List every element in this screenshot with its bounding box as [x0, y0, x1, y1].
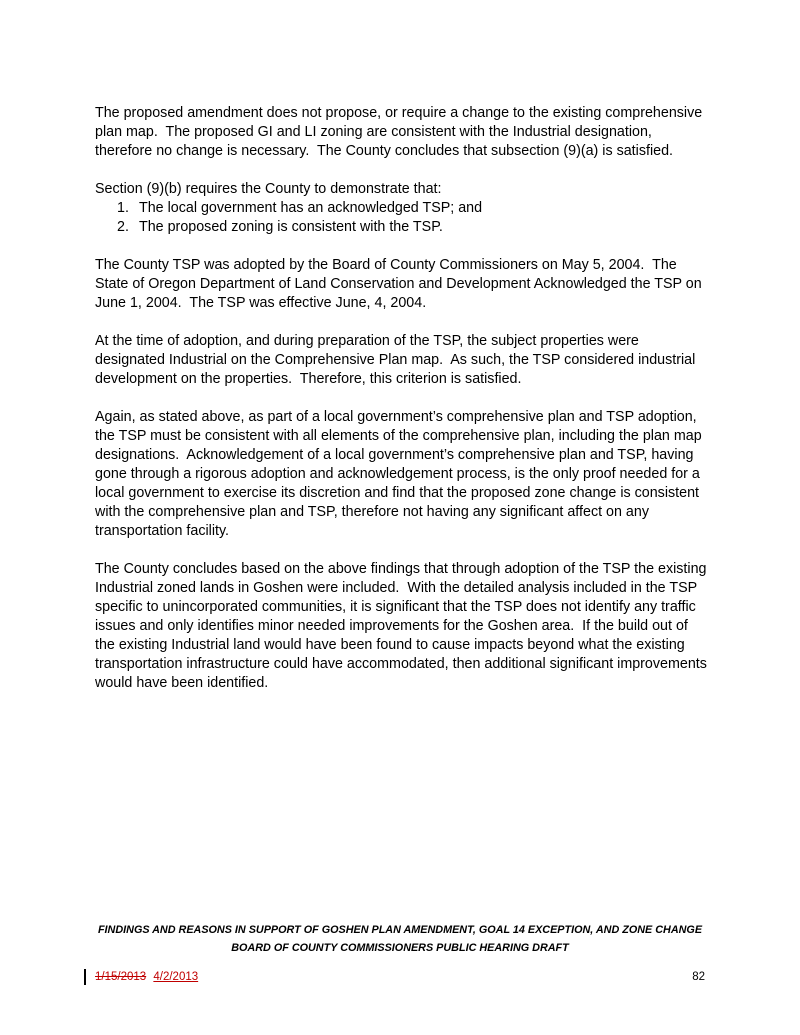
- tracked-change-bar: [84, 969, 86, 985]
- page-number: 82: [692, 971, 705, 983]
- numbered-list: [95, 199, 708, 237]
- list-item: [95, 199, 708, 218]
- footer-draft-line: BOARD OF COUNTY COMMISSIONERS PUBLIC HEARING DRAFT: [231, 942, 569, 954]
- revision-inserted-date: 4/2/2013: [153, 971, 199, 983]
- list-item-text: The proposed zoning is consistent with the TSP.: [139, 219, 443, 235]
- page-footer: [95, 921, 705, 957]
- paragraph-proposed-amendment: The proposed amendment does not propose, or require a change to the existing comprehensive plan map. The proposed GI and LI zoning are consistent with the Industrial designation, therefore no change is necessary. The County concludes that subsection (9)(a) is satisfied.: [95, 105, 707, 159]
- paragraph-again-as-stated: Again, as stated above, as part of a local government’s comprehensive plan and TSP adoption, the TSP must be consistent with all elements of the comprehensive plan, including the plan map designations. Acknowledgement of a local government’s comprehensive plan and TSP, having gone through a rigorous adoption and acknowledgement process, is the only proof needed for a local government to exercise its discretion and find that the proposed zone change is consistent with the comprehensive plan and TSP, therefore not having any significant affect on any transportation facility.: [95, 409, 706, 539]
- paragraph-county-concludes: The County concludes based on the above findings that through adoption of the TSP the existing Industrial zoned lands in Goshen were included. With the detailed analysis included in the TSP specific to unincorporated communities, it is significant that the TSP does not identify any traffic issues and only identifies minor needed improvements for the Goshen area. If the build out of the existing Industrial land would have been found to cause impacts beyond what the existing transportation infrastructure could have accommodated, then additional significant improvements would have been identified.: [95, 561, 711, 691]
- list-item-number: 2.: [117, 219, 129, 235]
- paragraph-section-9b-intro: Section (9)(b) requires the County to demonstrate that:: [95, 181, 442, 197]
- paragraph-tsp-adopted: The County TSP was adopted by the Board of County Commissioners on May 5, 2004. The State of Oregon Department of Land Conservation and Development Acknowledged the TSP on June 1, 2004. The TSP was effective June, 4, 2004.: [95, 257, 706, 311]
- document-body: [95, 104, 711, 712]
- revision-date-row: [95, 969, 705, 985]
- list-item-text: The local government has an acknowledged TSP; and: [139, 200, 483, 216]
- list-item: [95, 218, 708, 237]
- paragraph-time-of-adoption: At the time of adoption, and during preparation of the TSP, the subject properties were designated Industrial on the Comprehensive Plan map. As such, the TSP considered industrial development on the properties. Therefore, this criterion is satisfied.: [95, 333, 700, 387]
- footer-title-line: FINDINGS AND REASONS IN SUPPORT OF GOSHEN PLAN AMENDMENT, GOAL 14 EXCEPTION, AND ZONE CHANGE: [97, 924, 703, 936]
- revision-deleted-date: 1/15/2013: [95, 971, 147, 983]
- list-item-number: 1.: [117, 200, 129, 216]
